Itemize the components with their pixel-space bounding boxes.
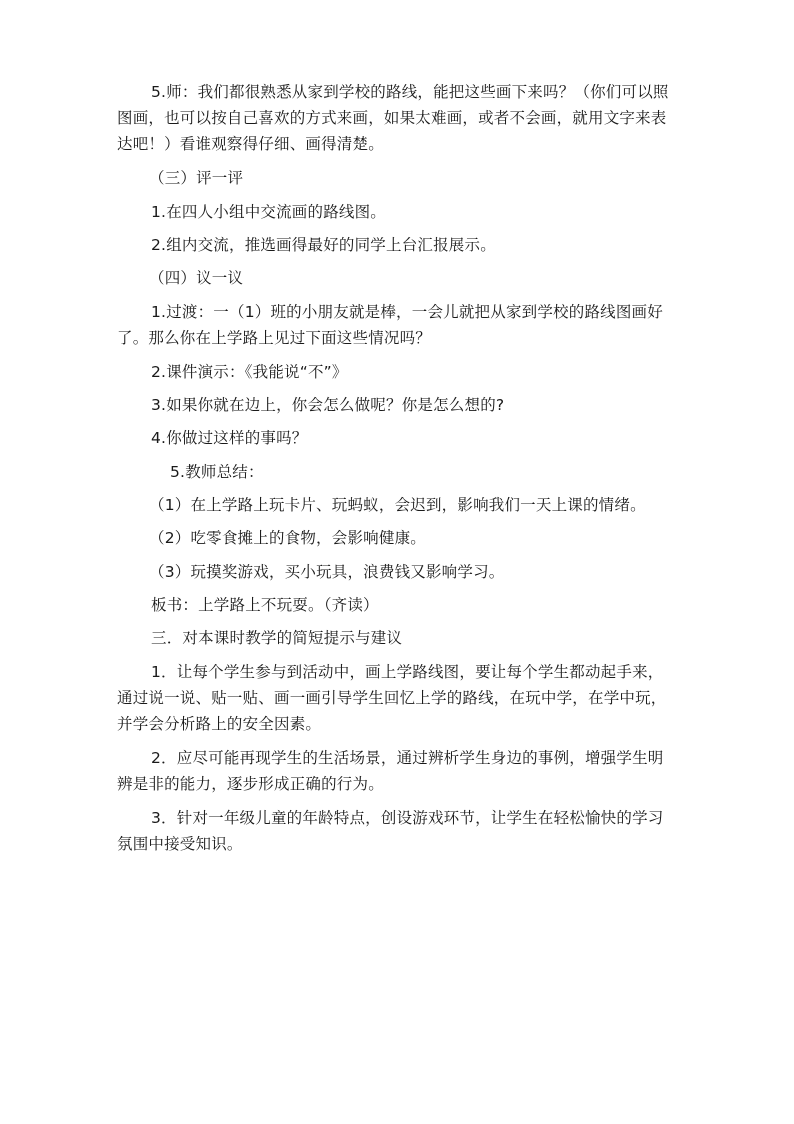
text-line: 辨是非的能力，逐步形成正确的行为。 bbox=[117, 775, 384, 793]
text-line: 3．针对一年级儿童的年龄特点，创设游戏环节，让学生在轻松愉快的学习 bbox=[151, 809, 664, 827]
text-line: 5.教师总结： bbox=[170, 463, 264, 481]
text-line: 了。那么你在上学路上见过下面这些情况吗？ bbox=[117, 329, 432, 347]
text-line: 通过说一说、贴一贴、画一画引导学生回忆上学的路线，在玩中学，在学中玩， bbox=[117, 689, 667, 707]
text-line: 并学会分析路上的安全因素。 bbox=[117, 715, 322, 733]
section-heading: 三．对本课时教学的简短提示与建议 bbox=[151, 629, 403, 647]
text-line: 图画，也可以按自己喜欢的方式来画，如果太难画，或者不会画，就用文字来表 bbox=[117, 109, 667, 127]
text-line: 达吧！）看谁观察得仔细、画得清楚。 bbox=[117, 135, 384, 153]
text-line: （2）吃零食摊上的食物，会影响健康。 bbox=[149, 529, 426, 547]
text-line: 1.过渡：一（1）班的小朋友就是棒，一会儿就把从家到学校的路线图画好 bbox=[151, 303, 663, 321]
text-line: 5.师：我们都很熟悉从家到学校的路线，能把这些画下来吗？（你们可以照 bbox=[151, 83, 669, 101]
text-line: （1）在上学路上玩卡片、玩蚂蚁，会迟到，影响我们一天上课的情绪。 bbox=[149, 496, 646, 514]
section-heading: （三）评一评 bbox=[149, 169, 244, 187]
section-heading: （四）议一议 bbox=[149, 269, 244, 287]
text-line: 4.你做过这样的事吗？ bbox=[151, 429, 308, 447]
text-line: 2.组内交流，推选画得最好的同学上台汇报展示。 bbox=[151, 236, 496, 254]
text-line: （3）玩摸奖游戏，买小玩具，浪费钱又影响学习。 bbox=[149, 563, 505, 581]
text-line: 1．让每个学生参与到活动中，画上学路线图，要让每个学生都动起手来， bbox=[151, 663, 664, 681]
text-line: 3.如果你就在边上，你会怎么做呢？你是怎么想的? bbox=[151, 396, 505, 414]
text-line: 1.在四人小组中交流画的路线图。 bbox=[151, 203, 386, 221]
text-line: 氛围中接受知识。 bbox=[117, 835, 243, 853]
text-line: 2.课件演示：《我能说“不”》 bbox=[151, 363, 348, 381]
text-line: 板书：上学路上不玩耍。（齐读） bbox=[151, 596, 379, 614]
text-line: 2．应尽可能再现学生的生活场景，通过辨析学生身边的事例，增强学生明 bbox=[151, 749, 664, 767]
